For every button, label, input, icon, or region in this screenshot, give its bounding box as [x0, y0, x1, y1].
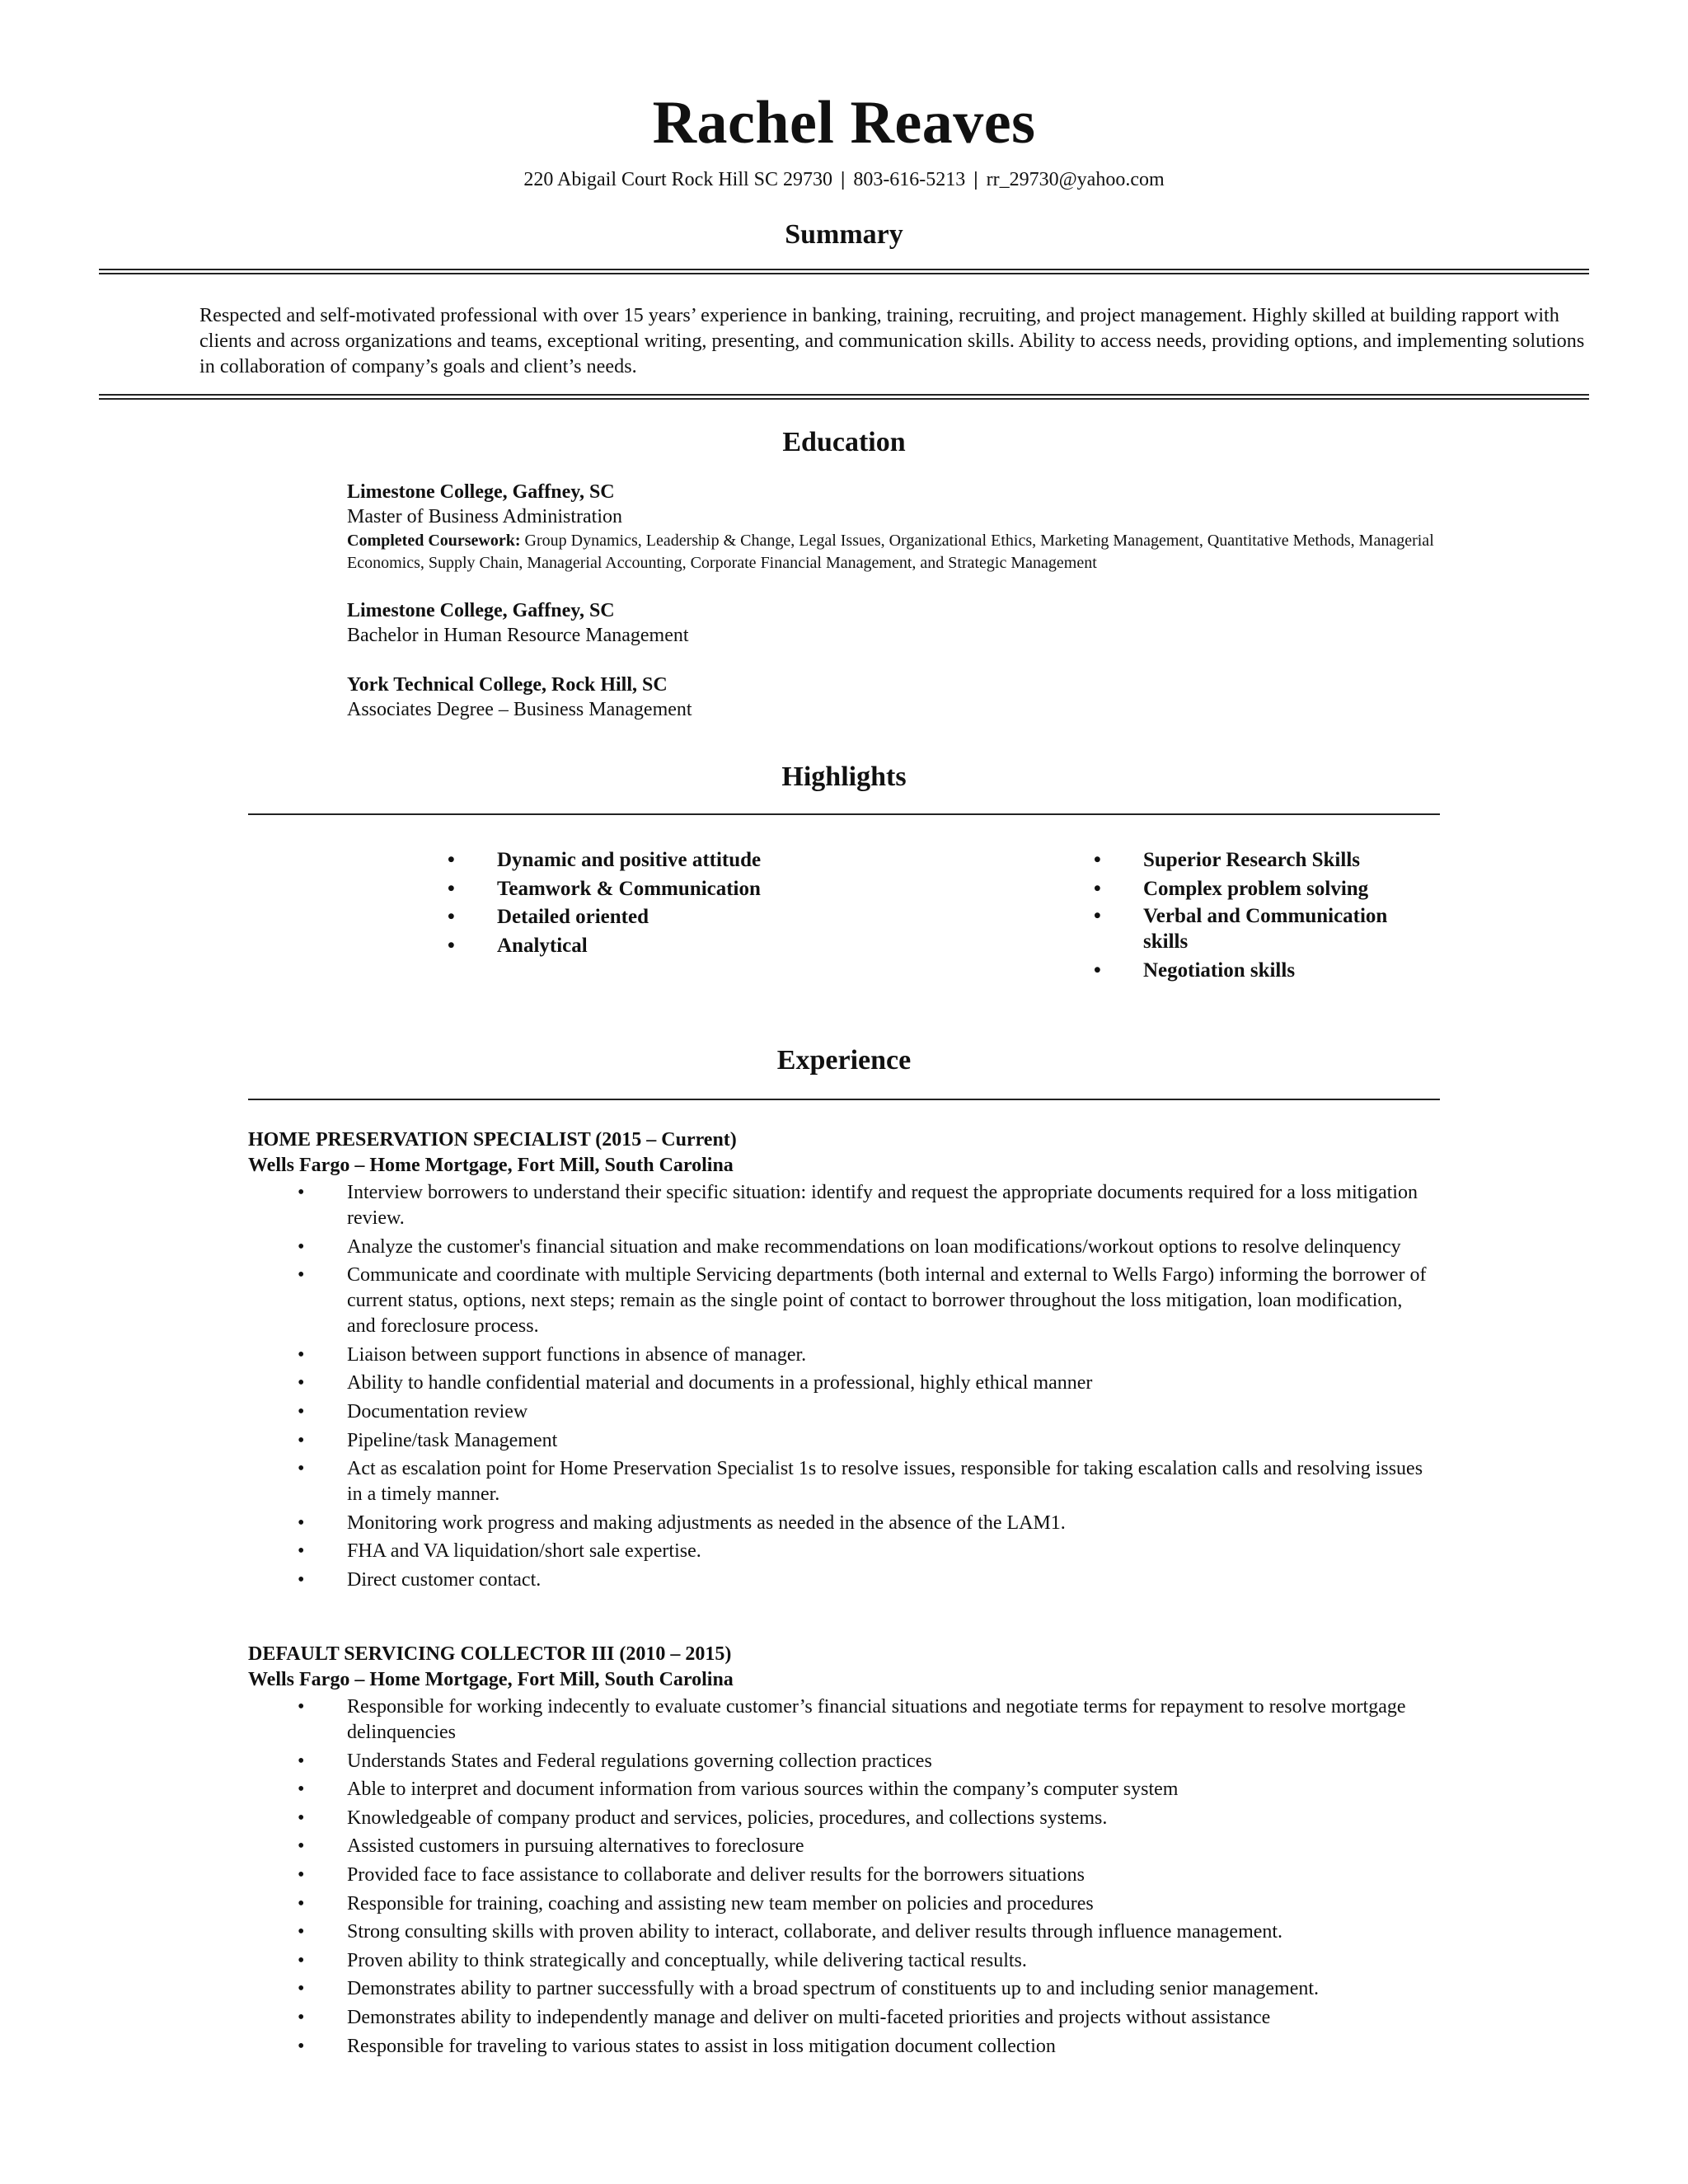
bullet-icon: •: [298, 1568, 305, 1591]
list-item: • Analyze the customer's financial situation and make recommendations on loan modifications/workout options to resolve delinquency: [347, 1235, 1435, 1260]
bullet-icon: •: [298, 1892, 305, 1915]
experience-heading: Experience: [776, 1045, 912, 1076]
bullet-icon: •: [298, 1511, 305, 1534]
bullet-icon: •: [298, 1978, 305, 2000]
list-item: • Provided face to face assistance to collaborate and deliver results for the borrowers situations: [347, 1863, 1435, 1888]
list-item: • Documentation review: [347, 1399, 1435, 1425]
contact-separator: |: [841, 169, 846, 190]
bullet-icon: •: [298, 1921, 305, 1943]
contact-line: [0, 168, 1688, 191]
bullet-icon: •: [298, 1182, 305, 1203]
list-item: • Teamwork & Communication: [497, 875, 843, 904]
bullet-icon: •: [298, 1835, 305, 1858]
list-item: • Negotiation skills: [1143, 957, 1423, 986]
job-company: Wells Fargo – Home Mortgage, Fort Mill, South Carolina: [248, 1669, 734, 1690]
list-item: • Interview borrowers to understand their specific situation: identify and request the appropriate documents required for a loss mitigation review.: [298, 1182, 1418, 1229]
bullet-icon: •: [298, 1949, 305, 1971]
bullet-icon: •: [298, 2035, 305, 2057]
list-item: • Analytical: [497, 932, 843, 961]
education-degree: Associates Degree – Business Management: [347, 699, 692, 720]
bullet-icon: •: [298, 1458, 305, 1480]
list-item: • Dynamic and positive attitude: [497, 846, 843, 875]
contact-separator: |: [973, 169, 978, 190]
summary-bottom-divider: [99, 394, 1589, 400]
bullet-icon: •: [448, 877, 455, 900]
bullet-icon: •: [298, 1540, 305, 1563]
education-degree: Bachelor in Human Resource Management: [347, 625, 689, 646]
bullet-icon: •: [448, 906, 455, 928]
highlights-heading: Highlights: [781, 762, 907, 792]
summary-heading: Summary: [785, 219, 903, 250]
list-item: • Detailed oriented: [497, 903, 843, 932]
summary-text: Respected and self-motivated professional with over 15 years’ experience in banking, training, recruiting, and project management. Highly skilled at building rapport with clients and across organizations and teams, exceptional writing, presenting, and communication skills. Ability to access needs, providing options, and implementing solutions in collaboration of company’s goals and client’s needs.: [199, 304, 1585, 377]
coursework-label: Completed Coursework:: [347, 532, 521, 550]
education-degree: Master of Business Administration: [347, 506, 622, 527]
list-item: • Responsible for traveling to various states to assist in loss mitigation document collection: [347, 2034, 1435, 2060]
bullet-icon: •: [298, 1750, 305, 1772]
list-item: • Pipeline/task Management: [347, 1428, 1435, 1454]
list-item: • FHA and VA liquidation/short sale expertise.: [347, 1539, 1435, 1564]
highlights-list-right: [1094, 846, 1423, 986]
coursework-list: Group Dynamics, Leadership & Change, Legal Issues, Organizational Ethics, Marketing Management, Quantitative Methods, Managerial Economics, Supply Chain, Managerial Accounting, Corporate Financial Management, and Strategic Management: [347, 532, 1434, 572]
bullet-icon: •: [298, 1372, 305, 1394]
job-company: Wells Fargo – Home Mortgage, Fort Mill, South Carolina: [248, 1155, 734, 1176]
list-item: • Verbal and Communication skills: [1094, 905, 1388, 953]
contact-phone: 803-616-5213: [853, 169, 966, 190]
bullet-icon: •: [298, 1779, 305, 1801]
list-item: • Demonstrates ability to independently manage and deliver on multi-faceted priorities and projects without assistance: [347, 2005, 1435, 2031]
list-item: • Demonstrates ability to partner successfully with a broad spectrum of constituents up to and including senior management.: [347, 1976, 1435, 2002]
contact-email: rr_29730@yahoo.com: [986, 169, 1165, 190]
job-title: HOME PRESERVATION SPECIALIST (2015 – Current): [248, 1129, 737, 1151]
contact-address: 220 Abigail Court Rock Hill SC 29730: [523, 169, 833, 190]
bullet-icon: •: [298, 1696, 305, 1718]
bullet-icon: •: [298, 1343, 305, 1366]
list-item: • Responsible for working indecently to evaluate customer’s financial situations and negotiate terms for repayment to resolve mortgage delinquencies: [298, 1696, 1406, 1743]
education-heading: Education: [782, 427, 906, 457]
bullet-icon: •: [298, 1235, 305, 1258]
experience-divider: [248, 1099, 1440, 1100]
list-item: • Act as escalation point for Home Preservation Specialist 1s to resolve issues, responsible for taking escalation calls and resolving issues in a timely manner.: [298, 1458, 1423, 1506]
list-item: • Ability to handle confidential material and documents in a professional, highly ethical manner: [347, 1371, 1435, 1396]
bullet-icon: •: [1094, 877, 1101, 900]
list-item: • Knowledgeable of company product and services, policies, procedures, and collections systems.: [347, 1806, 1435, 1831]
job-bullets: [298, 1694, 1435, 2062]
bullet-icon: •: [1094, 959, 1101, 982]
list-item: • Understands States and Federal regulations governing collection practices: [347, 1749, 1435, 1774]
list-item: • Direct customer contact.: [347, 1568, 1435, 1593]
candidate-name: Rachel Reaves: [652, 89, 1036, 157]
list-item: • Monitoring work progress and making adjustments as needed in the absence of the LAM1.: [347, 1511, 1435, 1536]
highlights-list-left: [448, 846, 843, 960]
education-school: Limestone College, Gaffney, SC: [347, 600, 615, 621]
job-title: DEFAULT SERVICING COLLECTOR III (2010 – 2015): [248, 1643, 732, 1665]
bullet-icon: •: [298, 1863, 305, 1886]
education-school: York Technical College, Rock Hill, SC: [347, 674, 668, 696]
bullet-icon: •: [1094, 905, 1101, 927]
bullet-icon: •: [1094, 849, 1101, 871]
list-item: • Communicate and coordinate with multiple Servicing departments (both internal and external to Wells Fargo) informing the borrower of current status, options, next steps; remain as the single point of contact to borrower throughout the loss mitigation, loan modification, and foreclosure process.: [298, 1264, 1427, 1338]
bullet-icon: •: [448, 934, 455, 957]
list-item: • Strong consulting skills with proven ability to interact, collaborate, and deliver results through influence management.: [347, 1919, 1435, 1945]
bullet-icon: •: [298, 1807, 305, 1829]
list-item: • Responsible for training, coaching and assisting new team member on policies and procedures: [347, 1891, 1435, 1917]
list-item: • Assisted customers in pursuing alternatives to foreclosure: [347, 1834, 1435, 1859]
list-item: • Able to interpret and document information from various sources within the company’s computer system: [347, 1777, 1435, 1802]
bullet-icon: •: [298, 1400, 305, 1422]
education-coursework: [347, 530, 1435, 574]
education-school: Limestone College, Gaffney, SC: [347, 481, 615, 503]
list-item: • Superior Research Skills: [1143, 846, 1423, 875]
bullet-icon: •: [298, 1264, 305, 1286]
summary-top-divider: [99, 269, 1589, 274]
list-item: • Proven ability to think strategically and conceptually, while delivering tactical results.: [347, 1948, 1435, 1974]
bullet-icon: •: [448, 849, 455, 871]
list-item: • Liaison between support functions in absence of manager.: [347, 1343, 1435, 1368]
bullet-icon: •: [298, 1429, 305, 1451]
list-item: • Complex problem solving: [1143, 875, 1423, 904]
bullet-icon: •: [298, 2006, 305, 2028]
highlights-divider: [248, 813, 1440, 815]
job-bullets: [298, 1180, 1435, 1596]
